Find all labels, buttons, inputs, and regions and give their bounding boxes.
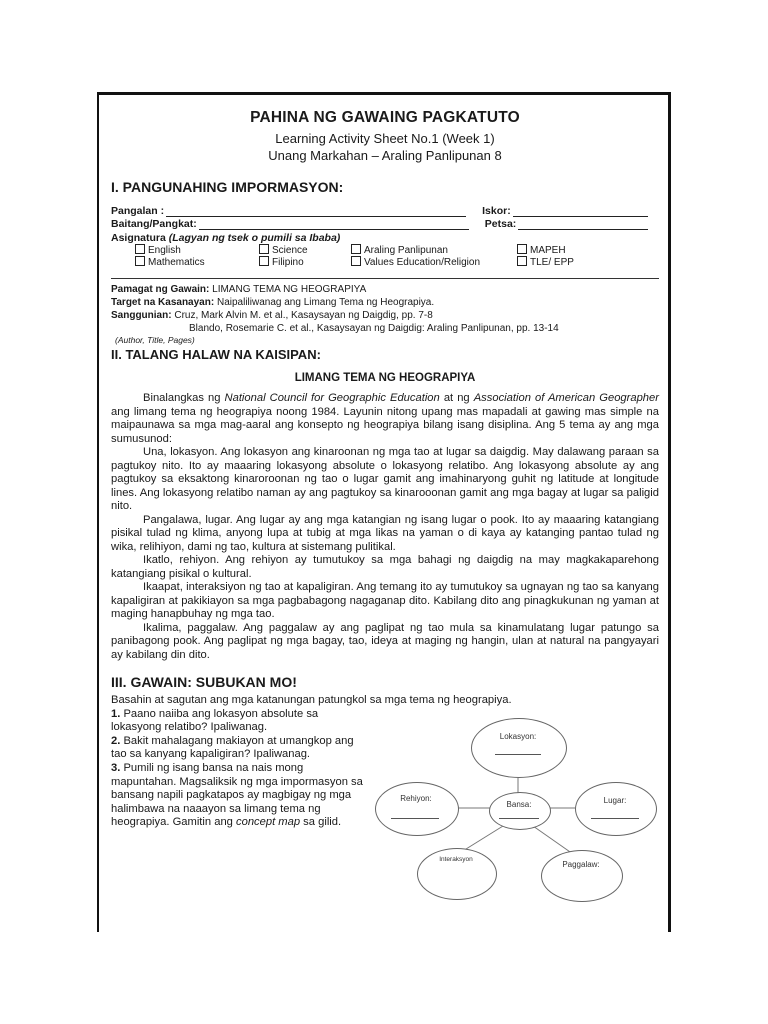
bubble-lugar[interactable] (575, 782, 657, 836)
bubble-lokasyon[interactable] (471, 718, 567, 778)
subject-tle-epp[interactable]: TLE/ EPP (517, 256, 574, 268)
concept-map (373, 708, 663, 868)
bubble-lugar-label: Lugar: (603, 795, 627, 805)
name-score-row (111, 205, 659, 217)
checkbox-icon[interactable] (351, 256, 361, 266)
activity-sheet (97, 92, 671, 932)
sheet-subtitle-quarter: Unang Markahan – Araling Panlipunan 8 (268, 148, 502, 163)
checkbox-icon[interactable] (135, 256, 145, 266)
subject-filipino[interactable]: Filipino (259, 256, 304, 268)
paragraph-interaksiyon: Ikaapat, interaksiyon ng tao at kapaligiran. Ang temang ito ay tumutukoy sa ugnayan ng tao sa kanyang kapaligiran at pakikiayon sa mga pagbabagong nagaganap dito. Kabilang dito ang pinagkukunan ng yaman at maging hanapbuhay ng mga tao. (111, 581, 659, 620)
checkbox-icon[interactable] (517, 244, 527, 254)
answer-line (591, 818, 639, 819)
name-field[interactable] (166, 206, 466, 217)
bubble-lokasyon-label: Lokasyon: (499, 731, 537, 741)
grade-label: Baitang/Pangkat: (111, 218, 197, 230)
section-3-instruction: Basahin at sagutan ang mga katanungan patungkol sa mga tema ng heograpiya. (111, 694, 512, 706)
section-2-subheading: LIMANG TEMA NG HEOGRAPIYA (294, 372, 476, 384)
reading-passage (111, 392, 659, 662)
reference-hint: (Author, Title, Pages) (115, 335, 195, 345)
bubble-rehiyon-label: Rehiyon: (400, 793, 432, 803)
bubble-bansa[interactable] (489, 792, 551, 830)
section-1-heading: I. PANGUNAHING IMPORMASYON: (111, 179, 344, 195)
question-3: 3. Pumili ng isang bansa na nais mong mapuntahan. Magsaliksik ng mga impormasyon sa bansang napili pagkatapos ay magbigay ng mga halimbawa na naaayon sa limang tema ng heograpiya. Gamitin ang concept map sa gilid. (111, 761, 363, 829)
bubble-interaksyon-label: Interaksyon (439, 855, 473, 863)
checkbox-icon[interactable] (517, 256, 527, 266)
checkbox-icon[interactable] (259, 244, 269, 254)
score-label: Iskor: (482, 205, 511, 217)
section-3-heading: III. GAWAIN: SUBUKAN MO! (111, 674, 297, 690)
subject-science[interactable]: Science (259, 244, 308, 256)
activity-title-label: Pamagat ng Gawain: (111, 284, 210, 295)
checkbox-icon[interactable] (135, 244, 145, 254)
grade-date-row (111, 218, 659, 230)
subject-checkboxes (111, 244, 659, 272)
reference-label: Sanggunian: (111, 310, 172, 321)
subject-english[interactable]: English (135, 244, 181, 256)
subject-label: Asignatura (111, 232, 166, 244)
activity-title-value: LIMANG TEMA NG HEOGRAPIYA (212, 284, 367, 295)
intro-paragraph: Binalangkas ng National Council for Geographic Education at ng Association of American Geographer ang limang tema ng heograpiya noong 1984. Layunin nitong upang mas mapadali at gawing mas simple na maipaunawa sa mga mag-aaral ang konsepto ng heograpiya bilang isang disiplina. Ang 5 tema ay ang mga sumusunod: (111, 392, 659, 445)
target-skill-row (111, 296, 659, 309)
target-skill-value: Naipaliliwanag ang Limang Tema ng Heograpiya. (216, 297, 435, 308)
subject-values-education[interactable]: Values Education/Religion (351, 256, 480, 268)
bubble-paggalaw[interactable] (541, 850, 623, 902)
activity-title-row (111, 283, 659, 296)
paragraph-paggalaw: Ikalima, paggalaw. Ang paggalaw ay ang paglipat ng tao mula sa kinamulatang lugar patungo sa panibagong pook. Ang paglipat ng mga bagay, tao, ideya at maging ng hangin, ulan at natural na pangyayari ay kabilang din dito. (111, 621, 659, 661)
grade-field[interactable] (199, 219, 469, 230)
divider (111, 278, 659, 279)
answer-line (495, 754, 541, 755)
subject-mapeh[interactable]: MAPEH (517, 244, 566, 256)
checkbox-icon[interactable] (259, 256, 269, 266)
subject-mathematics[interactable]: Mathematics (135, 256, 205, 268)
sheet-subtitle-week: Learning Activity Sheet No.1 (Week 1) (275, 131, 495, 146)
section-2-heading: II. TALANG HALAW NA KAISIPAN: (111, 347, 321, 362)
reference-1: Cruz, Mark Alvin M. et al., Kasaysayan ng Daigdig, pp. 7-8 (174, 310, 433, 321)
date-field[interactable] (518, 219, 648, 230)
sheet-content (111, 107, 659, 868)
answer-line (499, 818, 539, 819)
score-field[interactable] (513, 206, 648, 217)
question-2: 2. Bakit mahalagang makiayon at umangkop ang tao sa kanyang kapaligiran? Ipaliwanag. (111, 734, 354, 761)
bubble-bansa-label: Bansa: (506, 799, 532, 809)
reference-row (111, 309, 659, 322)
paragraph-rehiyon: Ikatlo, rehiyon. Ang rehiyon ay tumutukoy sa mga bahagi ng daigdig na may magkakaparehong katangiang pisikal o kultural. (111, 554, 659, 580)
subject-hint: (Lagyan ng tsek o pumili sa Ibaba) (168, 232, 341, 244)
paragraph-lokasyon: Una, lokasyon. Ang lokasyon ang kinaroonan ng mga tao at lugar sa daigdig. May dalawang paraan sa pagtukoy nito. Ito ay maaaring lokasyong absolute o lokasyong relatibo. Ang lokasyong absolute ay ang pagtukoy sa eksaktong kinaroroonan ng tao o lugar gamit ang imahinaryong guhit ng latitude at longitude lines. Ang lokasyong relatibo naman ay ang pagtukoy sa kinarooonan gamit ang mga bagay at lugar sa paligid nito. (111, 446, 659, 512)
paragraph-lugar: Pangalawa, lugar. Ang lugar ay ang mga katangian ng isang lugar o pook. Ito ay maaaring katangiang pisikal tulad ng klima, anyong lupa at tubig at mga likas na yaman o di kaya ay katanging pantao tulad ng wika, relihiyon, dami ng tao, kultura at sistemang pulitikal. (111, 513, 659, 553)
subject-araling-panlipunan[interactable]: Araling Panlipunan (351, 244, 448, 256)
date-label: Petsa: (484, 218, 517, 230)
question-1: 1. Paano naiiba ang lokasyon absolute sa lokasyong relatibo? Ipaliwanag. (111, 707, 319, 734)
questions-list (111, 708, 369, 830)
answer-line (391, 818, 439, 819)
checkbox-icon[interactable] (351, 244, 361, 254)
activity-area (111, 708, 659, 868)
subject-row (111, 232, 659, 244)
bubble-paggalaw-label: Paggalaw: (562, 859, 600, 869)
bubble-rehiyon[interactable] (375, 782, 459, 836)
target-skill-label: Target na Kasanayan: (111, 297, 215, 308)
reference-2: Blando, Rosemarie C. et al., Kasaysayan ng Daigdig: Araling Panlipunan, pp. 13-14 (189, 323, 559, 334)
name-label: Pangalan : (111, 205, 165, 217)
sheet-title: PAHINA NG GAWAING PAGKATUTO (250, 109, 520, 126)
